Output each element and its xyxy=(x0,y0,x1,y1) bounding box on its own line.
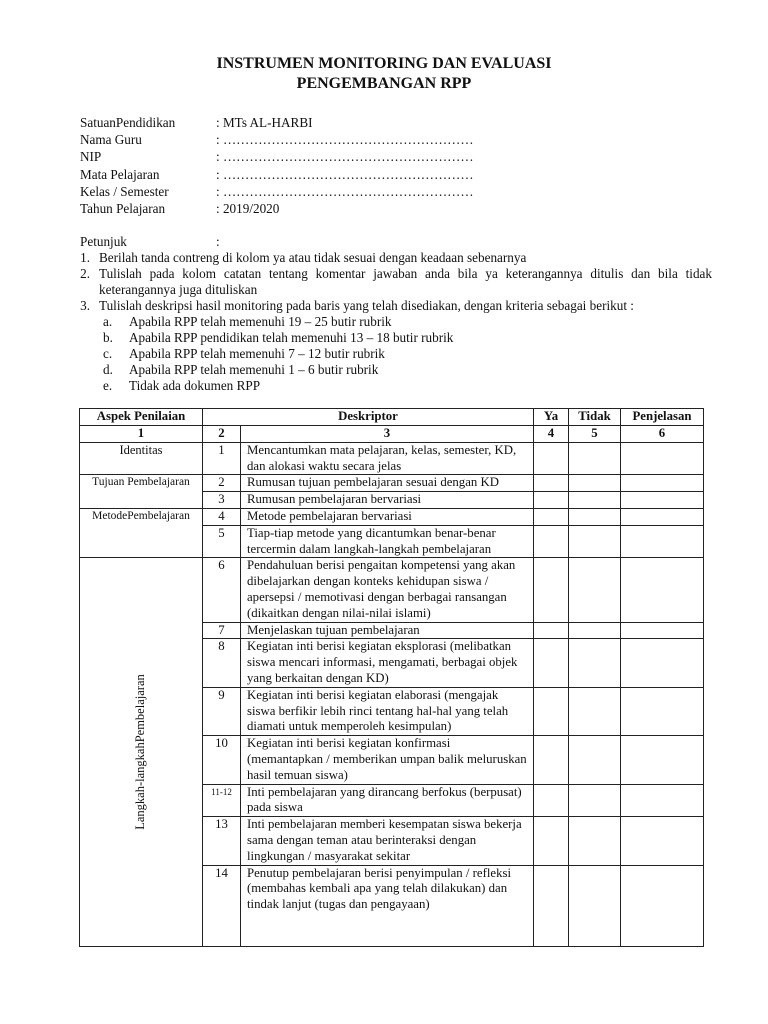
info-value: : 2019/2020 xyxy=(216,201,280,217)
check-tidak-cell[interactable] xyxy=(569,736,621,784)
row-number: 3 xyxy=(203,492,241,509)
criteria-letter: a. xyxy=(103,314,113,329)
explanation-cell[interactable] xyxy=(621,492,704,509)
criteria-item xyxy=(103,378,712,394)
check-tidak-cell[interactable] xyxy=(569,525,621,558)
criteria-text: Apabila RPP telah memenuhi 19 – 25 butir rubrik xyxy=(129,314,392,329)
check-ya-cell[interactable] xyxy=(534,525,569,558)
row-descriptor: Kegiatan inti berisi kegiatan konfirmasi (memantapkan / memberikan umpan balik meluruskan hasil temuan siswa) xyxy=(241,736,534,784)
row-number: 5 xyxy=(203,525,241,558)
info-value: : ………………………………………………… xyxy=(216,132,474,148)
check-tidak-cell[interactable] xyxy=(569,639,621,687)
explanation-cell[interactable] xyxy=(621,687,704,735)
header-penjelasan: Penjelasan xyxy=(621,409,704,426)
row-number: 8 xyxy=(203,639,241,687)
row-descriptor: Pendahuluan berisi pengaitan kompetensi yang akan dibelajarkan dengan konteks kehidupan siswa / apersepsi / memotivasi dengan berbagai ransangan (dikaitkan dengan nilai-nilai islami) xyxy=(241,558,534,622)
row-descriptor: Tiap-tiap metode yang dicantumkan benar-benar tercermin dalam langkah-langkah pembelajaran xyxy=(241,525,534,558)
info-row-mata-pelajaran xyxy=(80,166,474,183)
row-descriptor: Rumusan pembelajaran bervariasi xyxy=(241,492,534,509)
check-tidak-cell[interactable] xyxy=(569,817,621,865)
criteria-text: Apabila RPP telah memenuhi 1 – 6 butir rubrik xyxy=(129,362,379,377)
header-aspek: Aspek Penilaian xyxy=(80,409,203,426)
header-ya: Ya xyxy=(534,409,569,426)
info-label: SatuanPendidikan xyxy=(80,115,176,130)
rubric-table xyxy=(79,408,704,947)
info-row-kelas-semester xyxy=(80,183,474,200)
info-value: : ………………………………………………… xyxy=(216,166,474,182)
info-value: : ………………………………………………… xyxy=(216,183,474,199)
aspect-langkah xyxy=(80,558,203,946)
info-value: : ………………………………………………… xyxy=(216,149,474,165)
criteria-letter: d. xyxy=(103,362,113,377)
row-descriptor: Kegiatan inti berisi kegiatan elaborasi (mengajak siswa berfikir lebih rinci tentang hal-hal yang telah diamati untuk memperoleh kesimpulan) xyxy=(241,687,534,735)
check-ya-cell[interactable] xyxy=(534,558,569,622)
instruction-text: Tulislah pada kolom catatan tentang komentar jawaban anda bila ya keterangannya ditulis dan bila tidak keterangannya juga dituliskan xyxy=(99,266,712,297)
info-label: Mata Pelajaran xyxy=(80,166,160,182)
row-number: 11-12 xyxy=(203,784,241,817)
row-number: 6 xyxy=(203,558,241,622)
row-number: 9 xyxy=(203,687,241,735)
table-row xyxy=(80,475,704,492)
row-descriptor: Menjelaskan tujuan pembelajaran xyxy=(241,622,534,639)
table-header-row xyxy=(80,409,704,426)
row-number: 1 xyxy=(203,442,241,475)
info-row-nama-guru xyxy=(80,131,474,148)
row-descriptor: Inti pembelajaran memberi kesempatan siswa bekerja sama dengan teman atau berinteraksi dengan lingkungan / masyarakat sekitar xyxy=(241,817,534,865)
explanation-cell[interactable] xyxy=(621,508,704,525)
info-label: Kelas / Semester xyxy=(80,183,169,199)
check-ya-cell[interactable] xyxy=(534,865,569,946)
instruction-number: 1. xyxy=(80,250,90,265)
instructions-label: Petunjuk xyxy=(80,234,127,249)
criteria-item xyxy=(103,346,712,362)
document-title-line1: INSTRUMEN MONITORING DAN EVALUASI xyxy=(216,55,552,72)
table-colnum-row xyxy=(80,426,704,443)
colnum: 4 xyxy=(534,426,569,443)
check-ya-cell[interactable] xyxy=(534,442,569,475)
explanation-cell[interactable] xyxy=(621,784,704,817)
colnum: 5 xyxy=(569,426,621,443)
instruction-text: Tulislah deskripsi hasil monitoring pada baris yang telah disediakan, dengan kriteria sebagai berikut : xyxy=(99,298,634,313)
info-label: Nama Guru xyxy=(80,132,142,148)
colnum: 6 xyxy=(621,426,704,443)
check-ya-cell[interactable] xyxy=(534,687,569,735)
row-descriptor: Kegiatan inti berisi kegiatan eksplorasi (melibatkan siswa mencari informasi, mengamati, berbagai objek yang berkaitan dengan KD) xyxy=(241,639,534,687)
identity-info-block xyxy=(80,114,474,217)
check-ya-cell[interactable] xyxy=(534,817,569,865)
criteria-item xyxy=(103,330,712,346)
check-tidak-cell[interactable] xyxy=(569,558,621,622)
row-number: 2 xyxy=(203,475,241,492)
row-descriptor: Penutup pembelajaran berisi penyimpulan / refleksi (membahas kembali apa yang telah dilakukan) dan tindak lanjut (tugas dan pengayaan) xyxy=(241,865,534,946)
info-label: Tahun Pelajaran xyxy=(80,201,166,217)
instructions-heading xyxy=(80,234,712,250)
aspect-metode: MetodePembelajaran xyxy=(80,508,203,557)
document-title-line2: PENGEMBANGAN RPP xyxy=(296,75,472,92)
explanation-cell[interactable] xyxy=(621,622,704,639)
check-ya-cell[interactable] xyxy=(534,622,569,639)
instructions-colon: : xyxy=(216,234,220,249)
row-descriptor: Inti pembelajaran yang dirancang berfokus (berpusat) pada siswa xyxy=(241,784,534,817)
check-tidak-cell[interactable] xyxy=(569,475,621,492)
instruction-text: Berilah tanda contreng di kolom ya atau tidak sesuai dengan keadaan sebenarnya xyxy=(99,250,527,265)
colnum: 2 xyxy=(203,426,241,443)
instructions-block xyxy=(80,234,712,394)
check-ya-cell[interactable] xyxy=(534,508,569,525)
row-number: 7 xyxy=(203,622,241,639)
info-row-satuan xyxy=(80,114,474,131)
table-row xyxy=(80,442,704,475)
instruction-number: 3. xyxy=(80,298,90,313)
row-number: 13 xyxy=(203,817,241,865)
criteria-text: Apabila RPP telah memenuhi 7 – 12 butir rubrik xyxy=(129,346,385,361)
check-tidak-cell[interactable] xyxy=(569,784,621,817)
criteria-letter: b. xyxy=(103,330,113,345)
info-label: NIP xyxy=(80,149,102,165)
info-row-nip xyxy=(80,148,474,165)
check-ya-cell[interactable] xyxy=(534,639,569,687)
aspect-tujuan: Tujuan Pembelajaran xyxy=(80,475,203,509)
colnum: 3 xyxy=(241,426,534,443)
info-row-tahun-pelajaran xyxy=(80,200,474,217)
explanation-cell[interactable] xyxy=(621,817,704,865)
criteria-text: Tidak ada dokumen RPP xyxy=(129,378,261,393)
row-number: 4 xyxy=(203,508,241,525)
explanation-cell[interactable] xyxy=(621,639,704,687)
check-ya-cell[interactable] xyxy=(534,736,569,784)
criteria-item xyxy=(103,314,712,330)
row-descriptor: Rumusan tujuan pembelajaran sesuai dengan KD xyxy=(241,475,534,492)
explanation-cell[interactable] xyxy=(621,865,704,946)
criteria-letter: c. xyxy=(103,346,113,361)
row-number: 14 xyxy=(203,865,241,946)
colnum: 1 xyxy=(80,426,203,443)
check-tidak-cell[interactable] xyxy=(569,442,621,475)
aspect-identitas: Identitas xyxy=(80,442,203,475)
instruction-item xyxy=(80,298,712,314)
check-tidak-cell[interactable] xyxy=(569,492,621,509)
explanation-cell[interactable] xyxy=(621,736,704,784)
explanation-cell[interactable] xyxy=(621,475,704,492)
check-ya-cell[interactable] xyxy=(534,475,569,492)
instruction-number: 2. xyxy=(80,266,90,281)
row-number: 10 xyxy=(203,736,241,784)
check-tidak-cell[interactable] xyxy=(569,508,621,525)
row-descriptor: Metode pembelajaran bervariasi xyxy=(241,508,534,525)
aspect-langkah-label: Langkah-langkahPembelajaran xyxy=(133,674,148,830)
check-tidak-cell[interactable] xyxy=(569,687,621,735)
table-row xyxy=(80,508,704,525)
explanation-cell[interactable] xyxy=(621,558,704,622)
instruction-item xyxy=(80,250,712,266)
instruction-item xyxy=(80,266,712,298)
check-ya-cell[interactable] xyxy=(534,492,569,509)
info-value: : MTs AL-HARBI xyxy=(216,115,313,130)
header-tidak: Tidak xyxy=(569,409,621,426)
check-ya-cell[interactable] xyxy=(534,784,569,817)
criteria-letter: e. xyxy=(103,378,113,393)
criteria-item xyxy=(103,362,712,378)
explanation-cell[interactable] xyxy=(621,525,704,558)
check-tidak-cell[interactable] xyxy=(569,865,621,946)
criteria-text: Apabila RPP pendidikan telah memenuhi 13 – 18 butir rubrik xyxy=(129,330,454,345)
table-row xyxy=(80,558,704,622)
row-descriptor: Mencantumkan mata pelajaran, kelas, semester, KD, dan alokasi waktu secara jelas xyxy=(241,442,534,475)
check-tidak-cell[interactable] xyxy=(569,622,621,639)
explanation-cell[interactable] xyxy=(621,442,704,475)
header-deskriptor: Deskriptor xyxy=(203,409,534,426)
